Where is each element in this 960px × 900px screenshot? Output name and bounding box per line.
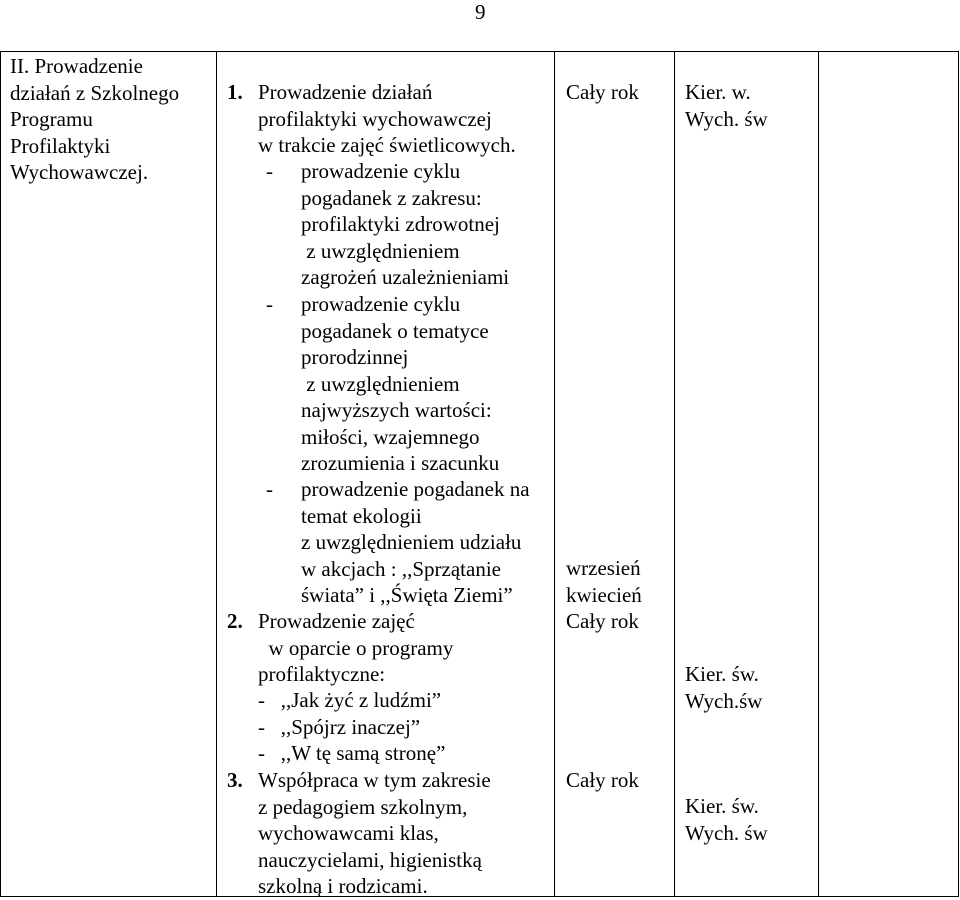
responsible-cell [675,52,819,897]
notes-cell [819,52,959,897]
bullet-2-text: prowadzenie cyklu pogadanek o tematyce prorodzinnej z uwzględnieniem najwyższych wartości: miłości, wzajemnego zrozumienia i szacunku [301,292,500,475]
term-task-3: Cały rok [566,768,639,792]
bullet-2-dash: - [266,292,273,316]
bullet-1-dash: - [266,159,273,183]
responsible-task-2: Kier. św. Wych.św [685,662,763,713]
program-item: - ,,Jak żyć z ludźmi” [258,688,442,712]
bullet-1-text: prowadzenie cyklu pogadanek z zakresu: profilaktyki zdrowotnej z uwzględnieniem zagrożeń uzależnieniami [301,159,510,289]
task-3-number: 3. [227,768,243,792]
term-ecology: wrzesień kwiecień [566,556,642,607]
responsible-task-3: Kier. św. Wych. św [685,794,768,845]
task-1-number: 1. [227,80,243,104]
bullet-3-text: prowadzenie pogadanek na temat ekologii z uwzględnieniem udziału w akcjach : ,,Sprzątanie świata” i ,,Święta Ziemi” [301,477,530,607]
task-2-number: 2. [227,609,243,633]
task-1-heading: Prowadzenie działań profilaktyki wychowawczej w trakcie zajęć świetlicowych. [258,80,516,157]
task-3-text: Współpraca w tym zakresie z pedagogiem szkolnym, wychowawcami klas, nauczycielami, higienistką szkolną i rodzicami. [258,768,491,898]
bullet-3-dash: - [266,477,273,501]
program-item: - ,,W tę samą stronę” [258,741,446,765]
term-task-1: Cały rok [566,80,639,104]
term-task-2: Cały rok [566,609,639,633]
responsible-task-1: Kier. w. Wych. św [685,80,768,131]
section-title: II. Prowadzenie działań z Szkolnego Programu Profilaktyki Wychowawczej. [10,54,180,184]
task-2-heading: Prowadzenie zajęć w oparcie o programy profilaktyczne: [258,609,454,686]
program-item: - ,,Spójrz inaczej” [258,714,421,739]
page-number: 9 [475,0,486,24]
program-list [258,687,445,767]
